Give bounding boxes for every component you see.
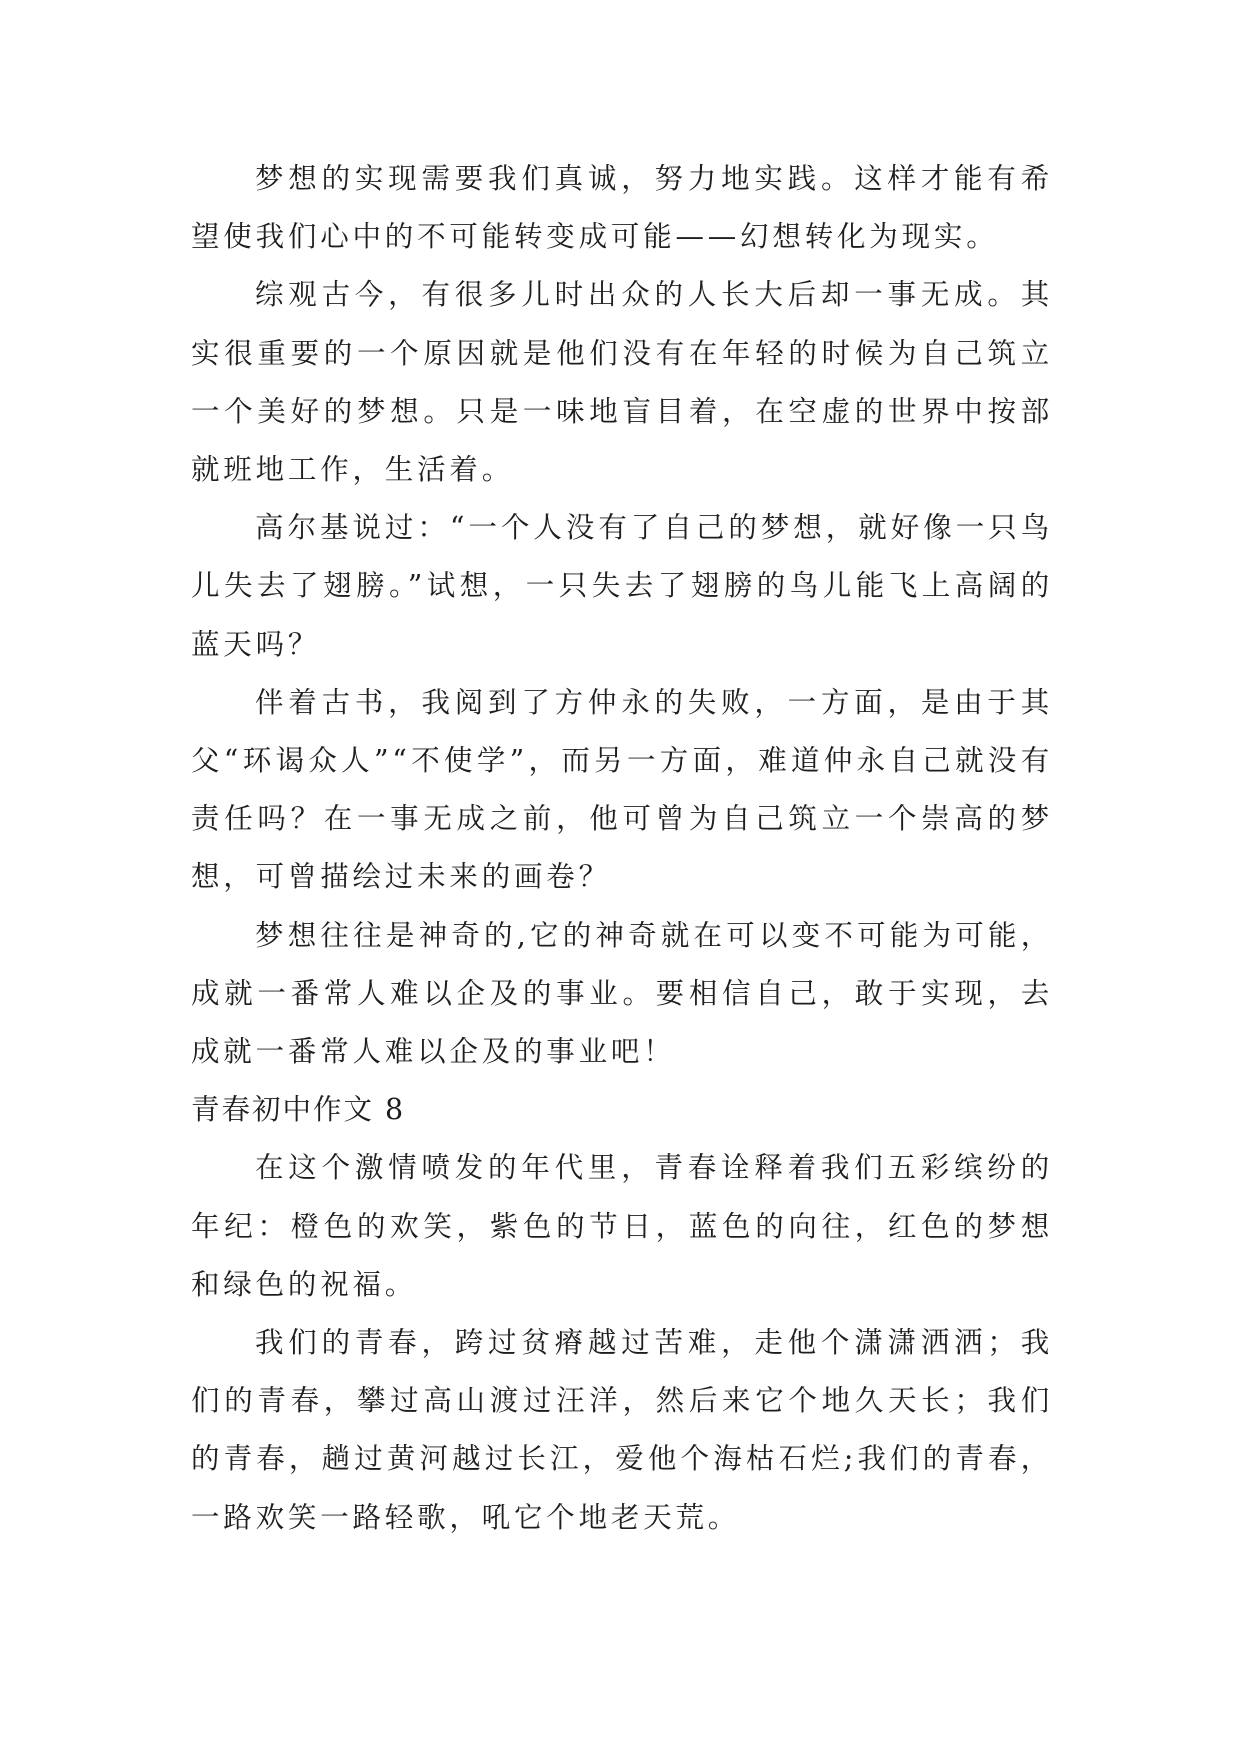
- paragraph: 高尔基说过：“一个人没有了自己的梦想，就好像一只鸟儿失去了翅膀。”试想，一只失去了翅膀的鸟儿能飞上高阔的蓝天吗？: [191, 511, 1053, 661]
- paragraph: 综观古今，有很多儿时出众的人长大后却一事无成。其实很重要的一个原因就是他们没有在年轻的时候为自己筑立一个美好的梦想。只是一味地盲目着，在空虚的世界中按部就班地工作，生活着。: [191, 278, 1053, 487]
- paragraph: 在这个激情喷发的年代里，青春诠释着我们五彩缤纷的年纪：橙色的欢笑，紫色的节日，蓝色的向往，红色的梦想和绿色的祝福。: [191, 1151, 1053, 1301]
- paragraph: 我们的青春，跨过贫瘠越过苦难，走他个潇潇洒洒；我们的青春，攀过高山渡过汪洋，然后来它个地久天长；我们的青春，趟过黄河越过长江，爱他个海枯石烂;我们的青春，一路欢笑一路轻歌，吼它个地老天荒。: [191, 1326, 1053, 1534]
- paragraph: 伴着古书，我阅到了方仲永的失败，一方面，是由于其父“环谒众人”“不使学”，而另一方面，难道仲永自己就没有责任吗？在一事无成之前，他可曾为自己筑立一个崇高的梦想，可曾描绘过未来的画卷？: [191, 685, 1053, 894]
- section-title: 青春初中作文 8: [191, 1093, 406, 1127]
- paragraph: 梦想往往是神奇的,它的神奇就在可以变不可能为可能，成就一番常人难以企及的事业。要相信自己，敢于实现，去成就一番常人难以企及的事业吧！: [191, 918, 1053, 1069]
- document-body: [191, 150, 1053, 1547]
- paragraph: 梦想的实现需要我们真诚，努力地实践。这样才能有希望使我们心中的不可能转变成可能——幻想转化为现实。: [191, 162, 1053, 254]
